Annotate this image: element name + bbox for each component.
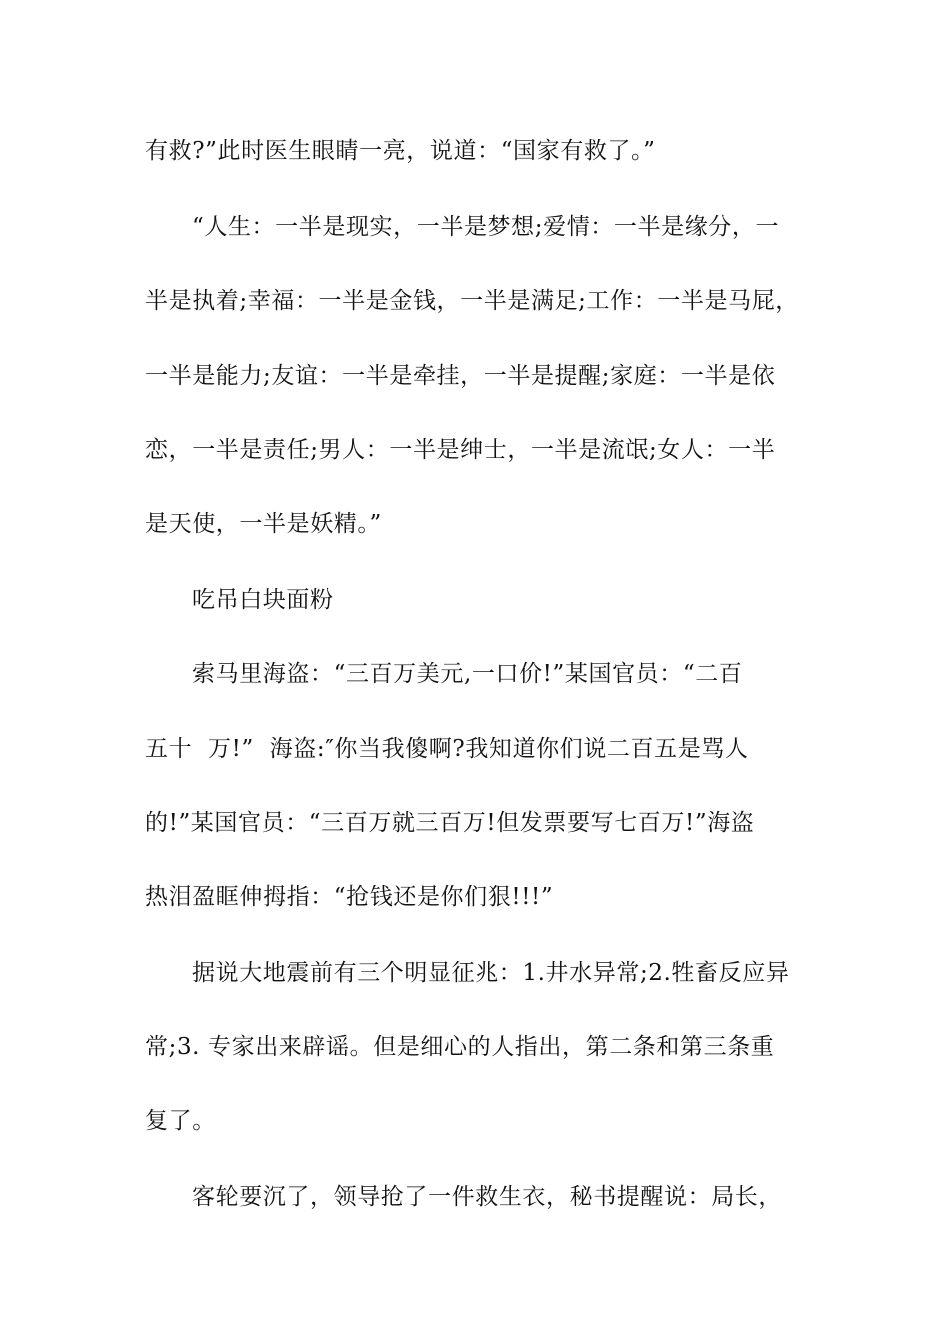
text-line: 有救?”此时医生眼睛一亮，说道：“国家有救了。” <box>145 138 656 164</box>
text-line: 常;3. 专家出来辟谣。但是细心的人指出，第二条和第三条重 <box>145 1034 775 1060</box>
text-line: 据说大地震前有三个明显征兆：1.井水异常;2.牲畜反应异 <box>192 960 790 986</box>
text-line: 一半是能力;友谊：一半是牵挂，一半是提醒;家庭：一半是依 <box>145 363 776 389</box>
section-heading: 吃吊白块面粉 <box>192 587 334 613</box>
text-line: 五十 万!” 海盗:″你当我傻啊?我知道你们说二百五是骂人 <box>145 736 749 762</box>
text-line: 半是执着;幸福：一半是金钱，一半是满足;工作：一半是马屁， <box>145 288 799 314</box>
text-line: 的!”某国官员：“三百万就三百万!但发票要写七百万!”海盗 <box>145 810 755 836</box>
text-line: “人生：一半是现实，一半是梦想;爱情：一半是缘分，一 <box>192 214 780 240</box>
text-line: 索马里海盗：“三百万美元,一口价!”某国官员：“二百 <box>192 661 743 687</box>
text-line: 是天使，一半是妖精。” <box>145 511 382 537</box>
text-line: 热泪盈眶伸拇指：“抢钱还是你们狠!!!” <box>145 884 554 910</box>
text-line: 恋，一半是责任;男人：一半是绅士，一半是流氓;女人：一半 <box>145 437 776 463</box>
text-line: 复了。 <box>145 1108 216 1134</box>
text-line: 客轮要沉了，领导抢了一件救生衣，秘书提醒说：局长， <box>192 1184 782 1210</box>
